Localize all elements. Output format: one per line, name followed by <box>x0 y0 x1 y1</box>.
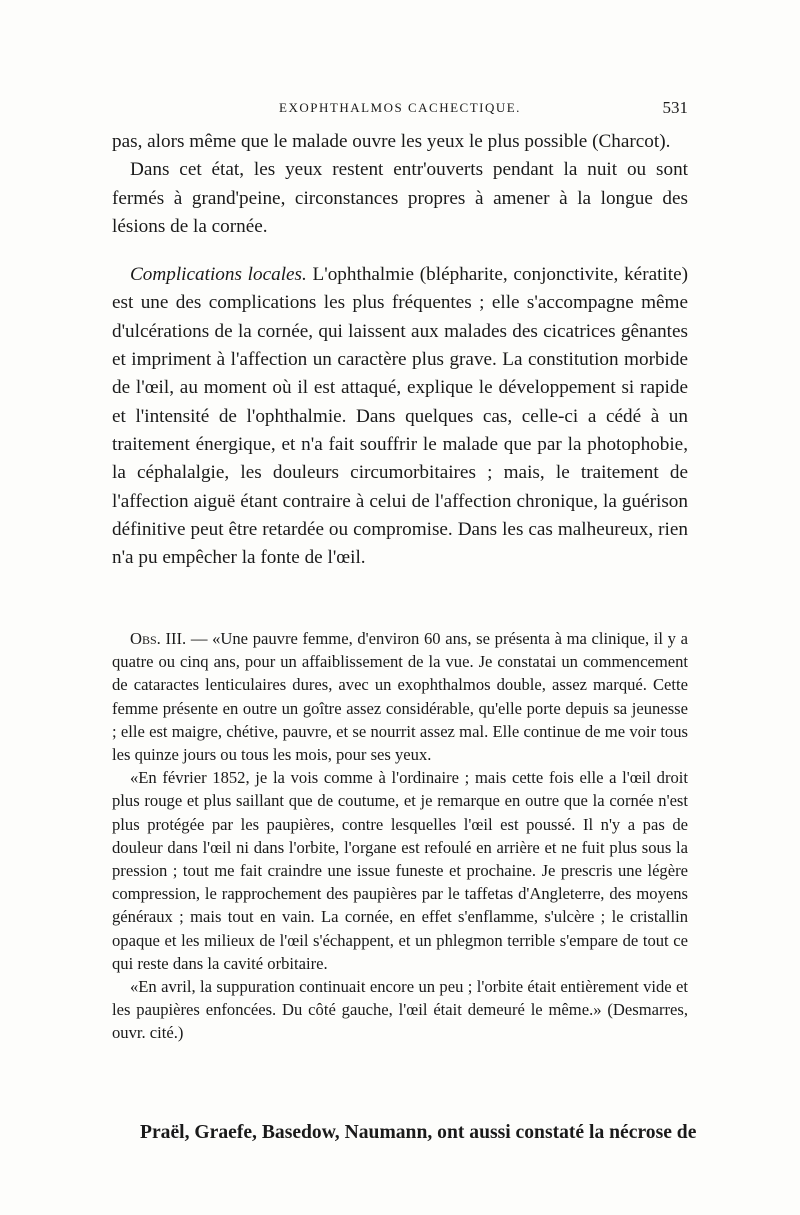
paragraph-complications <box>112 261 688 572</box>
section-heading-complications: Complications locales. <box>130 264 307 286</box>
page-number: 531 <box>662 98 688 117</box>
paragraph-gap <box>112 241 688 261</box>
observation-para-1-text: — «Une pauvre femme, d'environ 60 ans, se présenta à ma clinique, il y a quatre ou cinq ans, pour un affaiblissement de la vue. Je constatai un commencement de cataractes lenticulaires dures, avec un exophthalmos double, assez marqué. Cette femme présente en outre un goître assez considérable, qu'elle porte depuis sa jeunesse ; elle est maigre, chétive, pauvre, et se nourrit assez mal. Elle continue de me voir tous les quinze jours ou tous les mois, pour ses yeux. <box>112 629 688 765</box>
observation-block <box>112 627 688 1045</box>
running-head: EXOPHTHALMOS CACHECTIQUE. <box>279 100 521 115</box>
observation-label: Obs. III. <box>130 629 187 648</box>
observation-para-1 <box>112 627 688 766</box>
paragraph-eyes-state: Dans cet état, les yeux restent entr'ouverts pendant la nuit ou sont fermés à grand'peine, circonstances propres à amener à la longue des lésions de la cornée. <box>112 159 688 237</box>
paragraph-complications-text: L'ophthalmie (blépharite, conjonctivite, kératite) est une des complications les plus fréquentes ; elle s'accompagne même d'ulcérations de la cornée, qui laissent aux malades des cicatrices gênantes et impriment à l'affection un caractère plus grave. La constitution morbide de l'œil, au moment où il est attaqué, explique le développement si rapide et l'intensité de l'ophthalmie. Dans quelques cas, celle-ci a cédé à un traitement énergique, et n'a fait souffrir le malade que par la photophobie, la céphalalgie, les douleurs circumorbitaires ; mais, le traitement de l'affection aiguë étant contraire à celui de l'affection chronique, la guérison définitive peut être retardée ou compromise. Dans les cas malheureux, rien n'a pu empêcher la fonte de l'œil. <box>112 264 688 569</box>
observation-para-2: «En février 1852, je la vois comme à l'ordinaire ; mais cette fois elle a l'œil droit plus rouge et plus saillant que de coutume, et je remarque en outre que la cornée n'est plus protégée par les paupières, contre lesquelles l'œil est poussé. Il n'y a pas de douleur dans l'œil ni dans l'orbite, l'organe est refoulé en arrière et ne fuit plus sous la pression ; tout me fait craindre une issue funeste et prochaine. Je prescris une légère compression, le rapprochement des paupières par le taffetas d'Angleterre, des moyens généraux ; mais tout en vain. La cornée, en effet s'enflamme, s'ulcère ; le cristallin opaque et les milieux de l'œil s'échappent, et un phlegmon terrible s'empare de tout ce qui reste dans la cavité orbitaire. <box>112 768 688 973</box>
page-header <box>112 96 688 122</box>
paragraph-continuation: pas, alors même que le malade ouvre les yeux le plus possible (Charcot). <box>112 131 671 152</box>
main-text <box>112 128 688 572</box>
final-line: Praël, Graefe, Basedow, Naumann, ont aussi constaté la nécrose de <box>140 1122 697 1143</box>
observation-para-3: «En avril, la suppuration continuait encore un peu ; l'orbite était entièrement vide et les paupières enfoncées. Du côté gauche, l'œil était demeuré le même.» (Desmarres, ouvr. cité.) <box>112 977 688 1043</box>
